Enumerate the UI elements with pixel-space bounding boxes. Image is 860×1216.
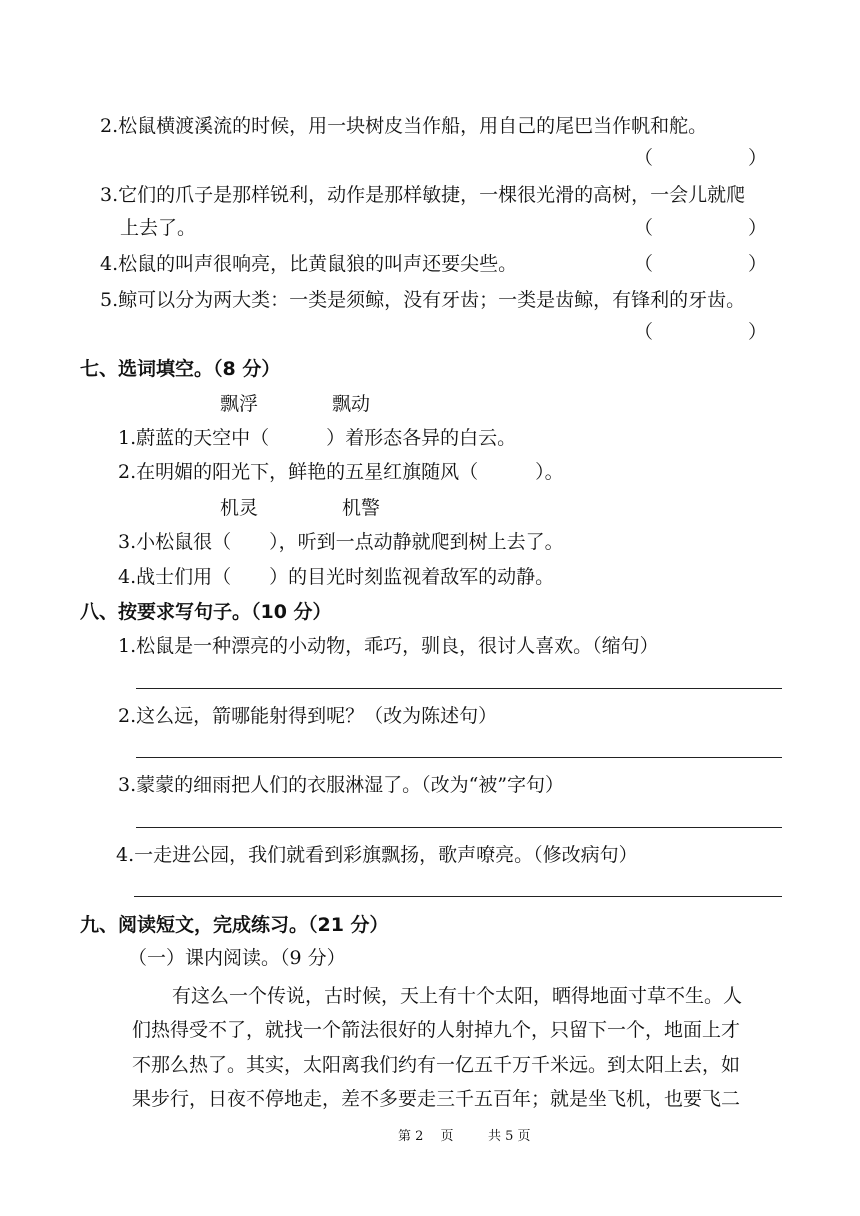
question-7-4: 4.战士们用（ ）的目光时刻监视着敌军的动静。 xyxy=(118,566,555,588)
footer-total-pages: 共 5 页 xyxy=(488,1129,531,1144)
question-6-4: 4.松鼠的叫声很响亮，比黄鼠狼的叫声还要尖些。 xyxy=(100,253,518,275)
section-7-title: 七、选词填空。（8 分） xyxy=(80,358,281,380)
question-6-3-line1: 3.它们的爪子是那样锐利，动作是那样敏捷，一棵很光滑的高树，一会儿就爬 xyxy=(100,184,746,206)
answer-blank-6-4[interactable]: （ ） xyxy=(634,253,768,275)
section-8-title: 八、按要求写句子。（10 分） xyxy=(80,601,332,623)
answer-line-8-1[interactable] xyxy=(136,688,782,689)
section-9-title: 九、阅读短文，完成练习。（21 分） xyxy=(80,914,389,936)
question-8-3: 3.蒙蒙的细雨把人们的衣服淋湿了。（改为“被”字句） xyxy=(118,774,565,796)
answer-line-8-2[interactable] xyxy=(136,757,782,758)
word-option-3: 机灵 xyxy=(220,497,259,519)
question-6-2: 2.松鼠横渡溪流的时候，用一块树皮当作船，用自己的尾巴当作帆和舵。 xyxy=(100,115,708,137)
passage-line: 有这么一个传说，古时候，天上有十个太阳，晒得地面寸草不生。人 xyxy=(172,985,743,1007)
answer-blank-6-3[interactable]: （ ） xyxy=(634,217,768,239)
passage-line: 们热得受不了，就找一个箭法很好的人射掉九个，只留下一个，地面上才 xyxy=(132,1019,741,1041)
question-7-3: 3.小松鼠很（ ），听到一点动静就爬到树上去了。 xyxy=(118,531,564,553)
word-option-2: 飘动 xyxy=(332,393,371,415)
question-6-5: 5.鲸可以分为两大类：一类是须鲸，没有牙齿；一类是齿鲸，有锋利的牙齿。 xyxy=(100,289,746,311)
passage-line: 果步行，日夜不停地走，差不多要走三千五百年；就是坐飞机，也要飞二 xyxy=(132,1088,741,1110)
section-9-subtitle: （一）课内阅读。（9 分） xyxy=(128,947,346,969)
question-7-2: 2.在明媚的阳光下，鲜艳的五星红旗随风（ ）。 xyxy=(118,461,564,483)
question-8-2: 2.这么远，箭哪能射得到呢？（改为陈述句） xyxy=(118,705,498,727)
word-option-1: 飘浮 xyxy=(220,393,259,415)
answer-blank-6-2[interactable]: （ ） xyxy=(634,147,768,169)
question-7-1: 1.蔚蓝的天空中（ ）着形态各异的白云。 xyxy=(118,427,517,449)
question-6-3-line2: 上去了。 xyxy=(120,217,197,239)
question-8-1: 1.松鼠是一种漂亮的小动物，乖巧，驯良，很讨人喜欢。（缩句） xyxy=(118,635,659,657)
question-8-4: 4.一走进公园，我们就看到彩旗飘扬，歌声嘹亮。（修改病句） xyxy=(116,844,638,866)
answer-line-8-3[interactable] xyxy=(136,827,782,828)
passage-line: 不那么热了。其实，太阳离我们约有一亿五千万千米远。到太阳上去，如 xyxy=(132,1054,741,1076)
answer-line-8-4[interactable] xyxy=(134,896,782,897)
word-option-4: 机警 xyxy=(342,497,381,519)
footer-page-number: 第 2 页 xyxy=(398,1129,454,1144)
answer-blank-6-5[interactable]: （ ） xyxy=(634,321,768,343)
